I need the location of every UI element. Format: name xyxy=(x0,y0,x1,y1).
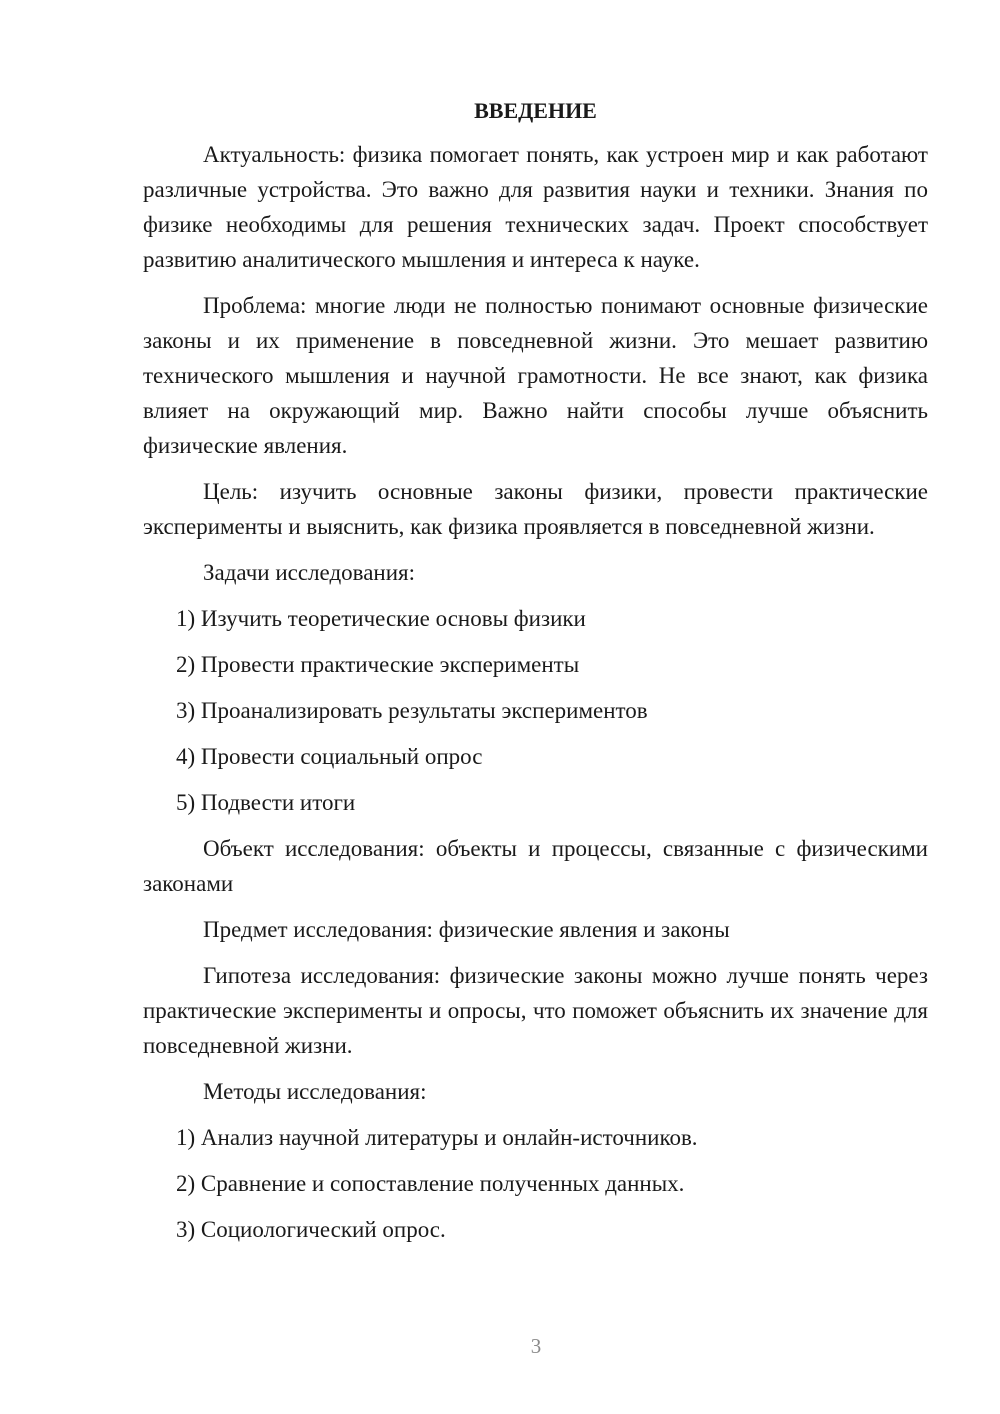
method-item: 2) Сравнение и сопоставление полученных данных. xyxy=(176,1171,685,1196)
tasks-heading: Задачи исследования: xyxy=(203,560,416,585)
page-number: 3 xyxy=(530,1334,542,1358)
methods-heading: Методы исследования: xyxy=(203,1079,427,1104)
section-title: ВВЕДЕНИЕ xyxy=(474,98,597,123)
tasks-list xyxy=(143,601,928,820)
task-item: 2) Провести практические эксперименты xyxy=(176,652,580,677)
subject-paragraph: Предмет исследования: физические явления и законы xyxy=(203,917,730,942)
goal-paragraph: Цель: изучить основные законы физики, провести практические эксперименты и выяснить, как физика проявляется в повседневной жизни. xyxy=(143,479,928,539)
object-paragraph: Объект исследования: объекты и процессы, связанные с физическими законами xyxy=(143,836,928,896)
task-item: 5) Подвести итоги xyxy=(176,790,356,815)
hypothesis-paragraph: Гипотеза исследования: физические законы можно лучше понять через практические эксперименты и опросы, что поможет объяснить их значение для повседневной жизни. xyxy=(143,963,928,1058)
task-item: 4) Провести социальный опрос xyxy=(176,744,483,769)
relevance-paragraph: Актуальность: физика помогает понять, как устроен мир и как работают различные устройства. Это важно для развития науки и техники. Знания по физике необходимы для решения технических задач. Проект способствует развитию аналитического мышления и интереса к науке. xyxy=(143,142,928,272)
task-item: 1) Изучить теоретические основы физики xyxy=(176,606,586,631)
methods-list xyxy=(143,1120,928,1247)
method-item: 1) Анализ научной литературы и онлайн-источников. xyxy=(176,1125,698,1150)
problem-paragraph: Проблема: многие люди не полностью понимают основные физические законы и их применение в повседневной жизни. Это мешает развитию технического мышления и научной грамотности. Не все знают, как физика влияет на окружающий мир. Важно найти способы лучше объяснить физические явления. xyxy=(143,293,928,458)
task-item: 3) Проанализировать результаты экспериментов xyxy=(176,698,648,723)
document-body xyxy=(143,96,928,1258)
method-item: 3) Социологический опрос. xyxy=(176,1217,446,1242)
